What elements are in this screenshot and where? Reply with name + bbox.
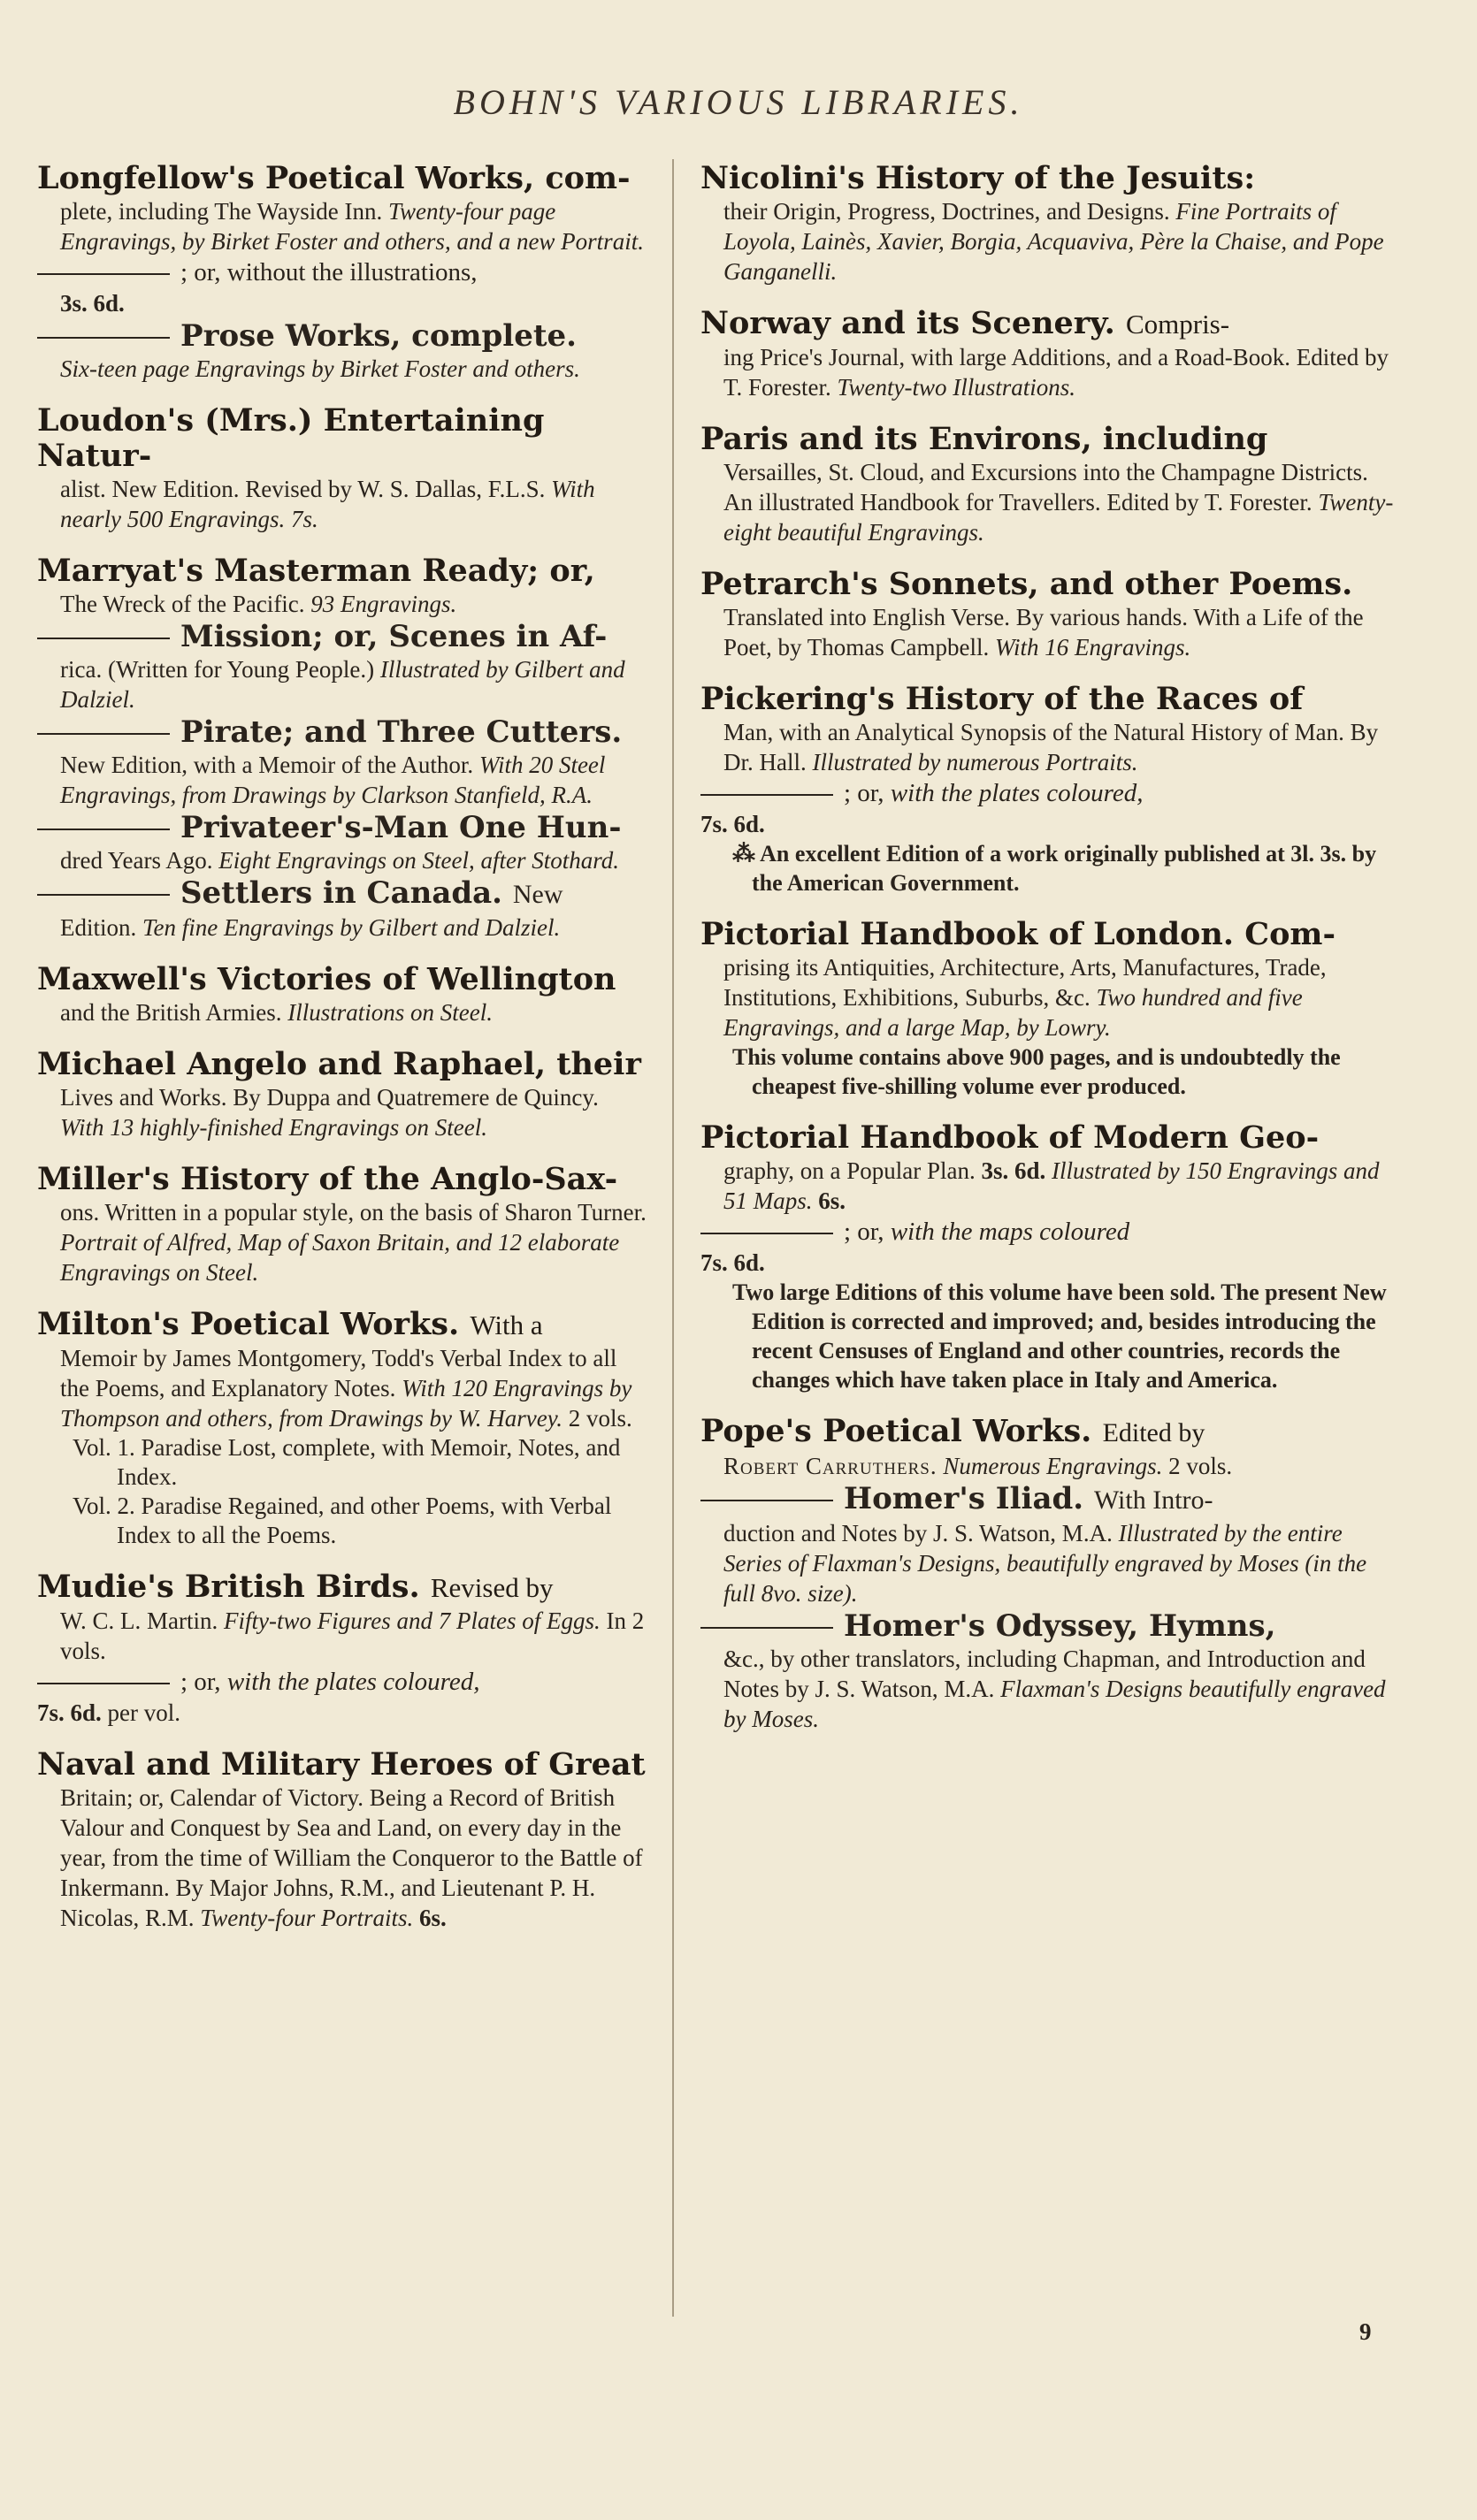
page-header: BOHN'S VARIOUS LIBRARIES. bbox=[453, 82, 1024, 122]
entry-nicolini bbox=[700, 161, 1399, 286]
entry-paris bbox=[700, 422, 1399, 547]
ditto-dash bbox=[37, 273, 170, 275]
entry-title-tail: Edited by bbox=[1102, 1418, 1205, 1447]
entry-price: 3s. 6d. bbox=[60, 290, 125, 317]
volume-note: Vol. 2. Paradise Regained, and other Poems, with Verbal Index to all the Poems. bbox=[73, 1493, 612, 1548]
entry-body: Memoir by James Montgomery, Todd's Verbal Index to all the Poems, and Explanatory Notes. bbox=[60, 1345, 617, 1401]
entry-body-end: 2 vols. bbox=[568, 1405, 632, 1432]
entry-body-italic: Illustrations on Steel. bbox=[287, 999, 493, 1026]
entry-title: Nicolini's History of the Jesuits: bbox=[700, 160, 1256, 196]
ditto-dash bbox=[37, 1683, 170, 1684]
entry-price: 7s. 6d. bbox=[700, 1249, 765, 1276]
entry-title-tail: With a bbox=[470, 1310, 543, 1340]
entry-title: Pictorial Handbook of London. bbox=[700, 916, 1235, 952]
entry-subtitle-tail: With Intro- bbox=[1093, 1485, 1213, 1515]
entry-body: &c., by other translators, including Chapman, and Introduction and Notes by J. S. Watson, M.A. bbox=[723, 1646, 1366, 1702]
asterism-icon: ⁂ bbox=[732, 841, 755, 867]
entry-subtitle: Homer's Iliad. bbox=[844, 1481, 1084, 1516]
entry-body-italic: With 16 Engravings. bbox=[994, 634, 1191, 661]
entry-body: plete, including The Wayside Inn. bbox=[60, 198, 383, 225]
entry-body-italic: With 13 highly-finished Engravings on Steel. bbox=[60, 1114, 487, 1141]
entry-miller bbox=[37, 1162, 647, 1287]
entry-maxwell bbox=[37, 962, 647, 1027]
entry-title: Mudie's British Birds. bbox=[37, 1569, 420, 1605]
entry-loudon bbox=[37, 403, 647, 534]
entry-title: Loudon's (Mrs.) Entertaining Natur- bbox=[37, 402, 545, 474]
entry-michael-angelo bbox=[37, 1047, 647, 1142]
entry-body-italic: Illustrated by numerous Portraits. bbox=[812, 749, 1138, 775]
entry-body: rica. (Written for Young People.) bbox=[60, 656, 375, 683]
entry-body-italic: Twenty-four Portraits. bbox=[200, 1905, 414, 1931]
entry-body: alist. New Edition. Revised by W. S. Dallas, F.L.S. bbox=[60, 476, 546, 502]
entry-note: An excellent Edition of a work originally published at 3l. 3s. by the American Government. bbox=[752, 841, 1377, 896]
entry-body-italic: 93 Engravings. bbox=[310, 591, 457, 617]
entry-body: dred Years Ago. bbox=[60, 847, 213, 874]
entry-body-italic: Numerous Engravings. bbox=[943, 1453, 1163, 1479]
entry-alt: ; or, without the illustrations, bbox=[180, 258, 478, 286]
entry-body-italic: Ten fine Engravings by Gilbert and Dalziel. bbox=[142, 914, 561, 941]
entry-milton bbox=[37, 1307, 647, 1550]
entry-alt: ; or, bbox=[844, 1218, 884, 1246]
entry-body: Edition. bbox=[60, 914, 137, 941]
entry-pictorial-geo bbox=[700, 1120, 1399, 1394]
entry-body: and the British Armies. bbox=[60, 999, 282, 1026]
entry-body: Versailles, St. Cloud, and Excursions into the Champagne Districts. An illustrated Handbook for Travellers. Edited by T. Forester. bbox=[723, 459, 1368, 515]
entry-title-tail: com- bbox=[545, 160, 631, 196]
entry-title: Pickering's History of the Races of bbox=[700, 681, 1304, 717]
entry-price-tail: per vol. bbox=[107, 1699, 181, 1726]
entry-body: graphy, on a Popular Plan. bbox=[723, 1157, 976, 1184]
entry-body-italic: Six-teen page Engravings by Birket Foster and others. bbox=[60, 355, 580, 382]
ditto-dash bbox=[700, 1233, 833, 1234]
entry-price: 7s. 6d. bbox=[37, 1699, 102, 1726]
entry-title-tail: Com- bbox=[1244, 916, 1335, 952]
entry-title-tail: Compris- bbox=[1125, 309, 1230, 340]
entry-title: Pope's Poetical Works. bbox=[700, 1413, 1092, 1449]
entry-alt-italic: with the plates coloured, bbox=[226, 1668, 480, 1696]
entry-body-italic: Illustrated by 150 Engravings and 51 Maps. bbox=[723, 1157, 1380, 1214]
entry-body-italic: Twenty-four page Engravings, by Birket Foster and others, and a new Portrait. bbox=[60, 198, 644, 255]
entry-title: Marryat's Masterman Ready; or, bbox=[37, 553, 595, 589]
entry-body: duction and Notes by J. S. Watson, M.A. bbox=[723, 1520, 1113, 1546]
entry-subtitle: Mission; or, Scenes in Af- bbox=[180, 619, 608, 654]
entry-title: Petrarch's Sonnets, and other Poems. bbox=[700, 566, 1353, 602]
entry-title: Maxwell's Victories of Wellington bbox=[37, 961, 616, 997]
entry-body: The Wreck of the Pacific. bbox=[60, 591, 305, 617]
entry-title: Norway and its Scenery. bbox=[700, 305, 1115, 341]
entry-body: prising its Antiquities, Architecture, Arts, Manufactures, Trade, Institutions, Exhibitions, Suburbs, &c. bbox=[723, 954, 1327, 1011]
entry-body-end: 6s. bbox=[419, 1905, 447, 1931]
entry-body-italic: Twenty-eight beautiful Engravings. bbox=[723, 489, 1394, 546]
entry-body-italic: With nearly 500 Engravings. 7s. bbox=[60, 476, 595, 532]
entry-subtitle: Pirate; and Three Cutters. bbox=[180, 714, 623, 750]
entry-body: Britain; or, Calendar of Victory. Being a Record of British Valour and Conquest by Sea and Land, on every day in the year, from the time of William the Conqueror to the Battle of Inkermann. By Major Johns, R.M., and Lieutenant P. H. Nicolas, R.M. bbox=[60, 1784, 643, 1931]
left-column bbox=[37, 161, 647, 1952]
entry-marryat bbox=[37, 554, 647, 943]
entry-body: Lives and Works. By Duppa and Quatremere de Quincy. bbox=[60, 1084, 599, 1111]
ditto-dash bbox=[700, 794, 833, 796]
entry-title-tail: Revised by bbox=[430, 1572, 554, 1603]
entry-body-italic: Illustrated by the entire Series of Flaxman's Designs, beautifully engraved by Moses (in the full 8vo. size). bbox=[723, 1520, 1367, 1607]
entry-body-italic: Eight Engravings on Steel, after Stothard. bbox=[218, 847, 619, 874]
entry-alt: ; or, bbox=[180, 1668, 221, 1696]
entry-body-italic: Portrait of Alfred, Map of Saxon Britain, and 12 elaborate Engravings on Steel. bbox=[60, 1229, 620, 1286]
column-divider bbox=[672, 159, 674, 2317]
entry-title: Milton's Poetical Works. bbox=[37, 1306, 460, 1342]
entry-body: Translated into English Verse. By various hands. With a Life of the Poet, by Thomas Campbell. bbox=[723, 604, 1364, 661]
page-number: 9 bbox=[1359, 2318, 1372, 2345]
entry-body-italic: With 120 Engravings by Thompson and others, from Drawings by W. Harvey. bbox=[60, 1375, 632, 1432]
entry-alt: ; or, bbox=[844, 779, 884, 807]
entry-body-italic: Fine Portraits of Loyola, Lainès, Xavier, Borgia, Acquaviva, Père la Chaise, and Pope Ganganelli. bbox=[723, 198, 1384, 285]
entry-body: W. C. L. Martin. bbox=[60, 1607, 218, 1634]
entry-longfellow bbox=[37, 161, 647, 384]
ditto-dash bbox=[37, 894, 170, 896]
entry-alt-italic: with the plates coloured, bbox=[890, 779, 1144, 807]
entry-title: Michael Angelo and Raphael, their bbox=[37, 1046, 641, 1082]
ditto-dash bbox=[37, 829, 170, 830]
entry-body: Man, with an Analytical Synopsis of the Natural History of Man. By Dr. Hall. bbox=[723, 719, 1379, 775]
entry-pictorial-london bbox=[700, 917, 1399, 1101]
entry-body-italic: With 20 Steel Engravings, from Drawings by Clarkson Stanfield, R.A. bbox=[60, 752, 606, 808]
entry-body: Robert Carruthers. bbox=[723, 1453, 937, 1479]
entry-note: This volume contains above 900 pages, and is undoubtedly the cheapest five-shilling volume ever produced. bbox=[732, 1044, 1341, 1099]
entry-mudie bbox=[37, 1569, 647, 1728]
ditto-dash bbox=[37, 337, 170, 339]
entry-body: their Origin, Progress, Doctrines, and Designs. bbox=[723, 198, 1170, 225]
entry-body-end: In 2 vols. bbox=[60, 1607, 645, 1664]
entry-alt-italic: with the maps coloured bbox=[890, 1218, 1130, 1246]
entry-body-end: 2 vols. bbox=[1168, 1453, 1233, 1479]
entry-pope bbox=[700, 1414, 1399, 1734]
entry-norway bbox=[700, 306, 1399, 402]
volume-note: Vol. 1. Paradise Lost, complete, with Memoir, Notes, and Index. bbox=[73, 1434, 621, 1490]
entry-body-italic: Two hundred and five Engravings, and a large Map, by Lowry. bbox=[723, 984, 1303, 1041]
ditto-dash bbox=[700, 1627, 833, 1629]
entry-body-italic: Fifty-two Figures and 7 Plates of Eggs. bbox=[224, 1607, 601, 1634]
ditto-dash bbox=[700, 1500, 833, 1501]
ditto-dash bbox=[37, 638, 170, 639]
entry-title: Paris and its Environs, including bbox=[700, 421, 1268, 457]
entry-body: New Edition, with a Memoir of the Author. bbox=[60, 752, 474, 778]
entry-subtitle: Settlers in Canada. bbox=[180, 875, 502, 911]
entry-title: Miller's History of the Anglo-Sax- bbox=[37, 1161, 618, 1197]
entry-body: ons. Written in a popular style, on the basis of Sharon Turner. bbox=[60, 1199, 647, 1226]
entry-body-italic: Illustrated by Gilbert and Dalziel. bbox=[60, 656, 625, 713]
entry-body-mid: 3s. 6d. bbox=[981, 1157, 1046, 1184]
entry-note: Two large Editions of this volume have been sold. The present New Edition is corrected and improved; and, besides introducing the recent Censuses of England and other countries, records the changes which have taken place in Italy and America. bbox=[732, 1279, 1387, 1393]
entry-pickering bbox=[700, 682, 1399, 897]
entry-body-italic: Twenty-two Illustrations. bbox=[837, 374, 1075, 401]
entry-title: Naval and Military Heroes of Great bbox=[37, 1746, 646, 1783]
entry-title: Longfellow's Poetical Works, bbox=[37, 160, 535, 196]
entry-petrarch bbox=[700, 567, 1399, 662]
entry-price: 7s. 6d. bbox=[700, 811, 765, 837]
right-column bbox=[700, 161, 1399, 1753]
entry-body-italic: Flaxman's Designs beautifully engraved by Moses. bbox=[723, 1676, 1386, 1732]
ditto-dash bbox=[37, 733, 170, 735]
entry-naval bbox=[37, 1747, 647, 1933]
entry-body: ing Price's Journal, with large Additions, and a Road-Book. Edited by T. Forester. bbox=[723, 344, 1389, 401]
entry-subtitle: Homer's Odyssey, Hymns, bbox=[844, 1608, 1276, 1644]
entry-title: Pictorial Handbook of Modern Geo- bbox=[700, 1119, 1320, 1156]
entry-subtitle: Prose Works, complete. bbox=[180, 318, 577, 354]
entry-subtitle-tail: New bbox=[512, 880, 563, 909]
entry-body-end: 6s. bbox=[818, 1187, 846, 1214]
entry-subtitle: Privateer's-Man One Hun- bbox=[180, 810, 622, 845]
